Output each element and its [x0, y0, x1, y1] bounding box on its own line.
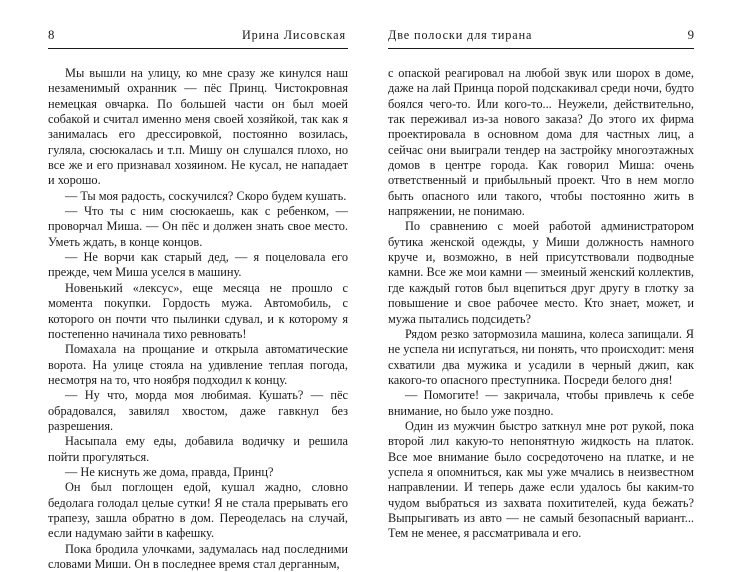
paragraph: Один из мужчин быстро заткнул мне рот рукой, пока второй лил какую-то непонятную жидкость на платок. Все мое внимание было сосредоточено на платке, и не успела я опомниться, как мы уже мчались в неизвестном направлении. И теперь даже если удалось бы каким-то чудом выбраться из захвата похитителей, куда бежать? Выпрыгивать из авто — не самый безопасный вариант... Тем не менее, я рассматривала и его. [388, 418, 694, 541]
paragraph: Новенький «лексус», еще месяца не прошло с момента покупки. Гордость мужа. Автомобиль, с которого он почти что пылинки сдувал, и к которому я постепенно начинала тихо ревновать! [48, 280, 348, 341]
right-running-head [388, 28, 694, 49]
paragraph: По сравнению с моей работой администратором бутика женской одежды, у Миши должность намного круче и, возможно, в ней присутствовали подводные камни. Все же мои камни — змеиный женский коллектив, где каждый готов был вцепиться друг другу в глотку за повышение и свое рабочее место. Кто знает, может, и мужа пытались подсидеть? [388, 219, 694, 326]
left-page-number: 8 [48, 28, 55, 42]
right-page [367, 0, 734, 540]
right-running-head-title: Две полоски для тирана [388, 28, 533, 42]
paragraph: Помахала на прощание и открыла автоматические ворота. На улице стояла на удивление теплая погода, несмотря на то, что ноября подходил к концу. [48, 342, 348, 387]
right-page-body [388, 66, 694, 542]
paragraph: Насыпала ему еды, добавила водичку и решила пойти прогуляться. [48, 434, 348, 464]
paragraph: Пока бродила улочками, задумалась над последними словами Миши. Он в последнее время стал дерганным, [48, 541, 348, 571]
paragraph: — Не киснуть же дома, правда, Принц? [65, 464, 274, 479]
right-page-number: 9 [687, 28, 694, 42]
paragraph: Он был поглощен едой, кушал жадно, словно бедолага голодал целые сутки! Я не стала прерывать его трапезу, зашла обратно в дом. Переоделась на случай, если надумаю зайти в кафешку. [48, 480, 348, 541]
left-running-head-title: Ирина Лисовская [241, 28, 346, 42]
paragraph: — Ну что, морда моя любимая. Кушать? — пёс обрадовался, завилял хвостом, даже гавкнул без разрешения. [48, 388, 348, 433]
paragraph: — Не ворчи как старый дед, — я поцеловала его прежде, чем Миша уселся в машину. [48, 250, 348, 280]
left-page [0, 0, 367, 571]
paragraph: — Помогите! — закричала, чтобы привлечь к себе внимание, но было уже поздно. [388, 388, 694, 418]
paragraph: Мы вышли на улицу, ко мне сразу же кинулся наш незаменимый охранник — пёс Принц. Чистокровная немецкая овчарка. По большей части он был моей собакой и считал именно меня своей хозяйкой, так как я занималась его дрессировкой, постоянно возилась, гуляла, сюсюкалась и т.п. Мишу он слушался плохо, но все же и его признавал хозяином. Не кусал, не нападает и хорошо. [48, 66, 348, 188]
left-running-head [48, 28, 348, 49]
paragraph: — Ты моя радость, соскучился? Скоро будем кушать. [65, 188, 347, 203]
left-page-body [48, 66, 348, 572]
paragraph: с опаской реагировал на любой звук или шорох в доме, даже на лай Принца порой подскакивал среди ночи, будто боялся чего-то. Или кого-то... Неужели, действительно, так переживал из-за нового заказа? До этого их фирма проектировала в основном дома для частных лиц, а сейчас они выиграли тендер на застройку многоэтажных домов в центре города. Как говорил Миша: очень ответственный и прибыльный проект. Что в нем могло быть опасного или такого, чтобы постоянно жить в напряжении, не понимаю. [388, 66, 694, 219]
paragraph: Рядом резко затормозила машина, колеса запищали. Я не успела ни испугаться, ни понять, что происходит: меня схватили два мужика и усадили в черный джип, как какого-то опасного преступника. Посреди белого дня! [388, 326, 694, 387]
paragraph: — Что ты с ним сюсюкаешь, как с ребенком, — проворчал Миша. — Он пёс и должен знать свое место. Уметь ждать, в конце концов. [48, 204, 348, 249]
